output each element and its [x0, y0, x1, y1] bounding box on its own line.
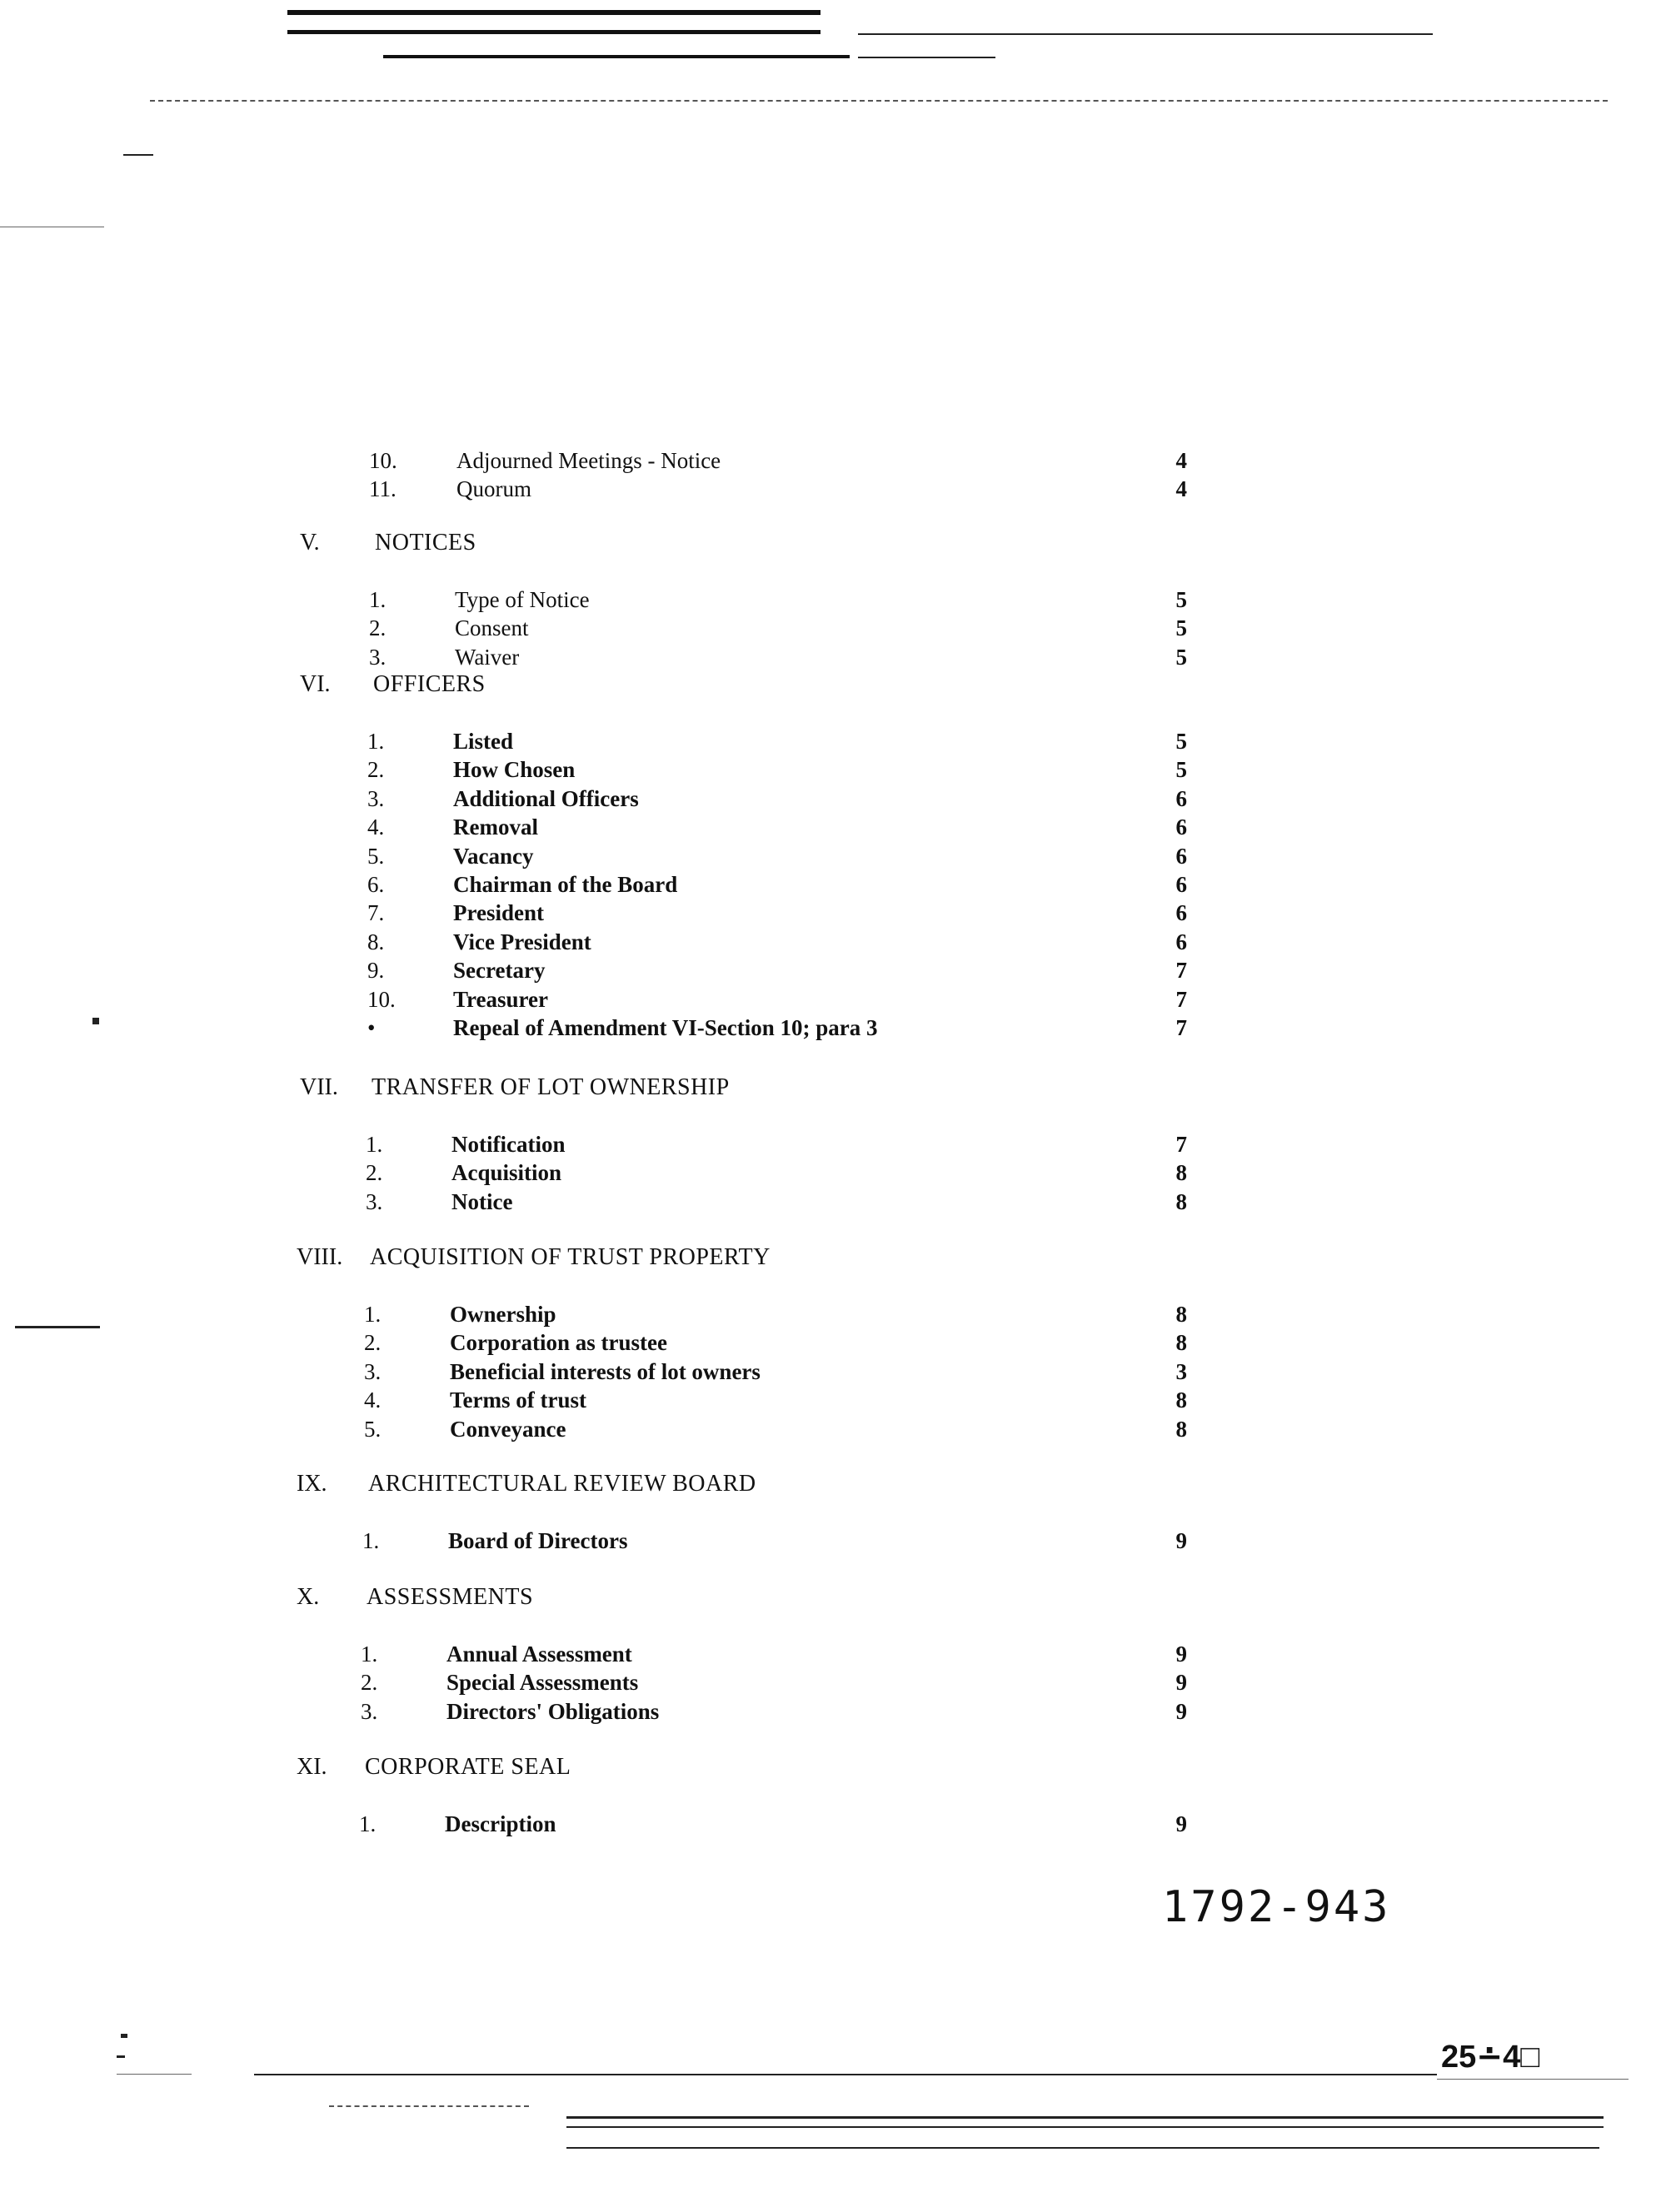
- toc-item-number: 2.: [366, 1160, 383, 1186]
- toc-page-number: 8: [1175, 1160, 1187, 1186]
- toc-page-number: 5: [1175, 757, 1187, 783]
- toc-item-title: Secretary: [453, 958, 546, 984]
- toc-item-number: 3.: [367, 785, 385, 811]
- toc-page-number: 5: [1175, 644, 1187, 670]
- toc-page-number: 8: [1175, 1416, 1187, 1442]
- toc-item-number: 4.: [367, 815, 385, 840]
- toc-item-number: 2.: [364, 1330, 382, 1356]
- toc-item-title: Directors' Obligations: [446, 1698, 660, 1724]
- bates-number: 25∸4□: [1441, 2040, 1540, 2075]
- toc-item-number: 1.: [359, 1811, 377, 1836]
- toc-item-title: Treasurer: [453, 986, 548, 1012]
- toc-page-number: 6: [1175, 900, 1187, 926]
- toc-section-number: VI.: [300, 671, 331, 697]
- toc-page-number: 6: [1175, 815, 1187, 840]
- toc-section-title: OFFICERS: [373, 671, 486, 697]
- toc-item-number: 5.: [367, 843, 385, 869]
- toc-page-number: 9: [1175, 1642, 1187, 1666]
- toc-item-number: 4.: [364, 1387, 382, 1413]
- toc-page-number: 7: [1175, 1015, 1187, 1040]
- toc-item-number: 1.: [366, 1132, 383, 1157]
- toc-item-title: Ownership: [450, 1302, 556, 1327]
- toc-item-number: 10.: [367, 986, 396, 1012]
- toc-section-number: VII.: [300, 1074, 338, 1100]
- toc-section-title: NOTICES: [375, 530, 476, 555]
- toc-item-number: 7.: [367, 900, 385, 926]
- toc-item-title: Acquisition: [451, 1160, 562, 1186]
- toc-item-title: Notification: [451, 1132, 566, 1157]
- toc-item-number: 11.: [369, 476, 397, 502]
- toc-page-number: 5: [1175, 587, 1187, 612]
- toc-page-number: 8: [1175, 1387, 1187, 1413]
- document-stamp-number: 1792-943: [1162, 1882, 1391, 1932]
- toc-section-title: CORPORATE SEAL: [365, 1754, 571, 1780]
- toc-item-number: 5.: [364, 1416, 382, 1442]
- toc-item-number: 3.: [366, 1188, 383, 1214]
- toc-page-number: 5: [1175, 615, 1187, 641]
- toc-section-title: TRANSFER OF LOT OWNERSHIP: [372, 1074, 730, 1100]
- toc-page-number: 9: [1175, 1698, 1187, 1724]
- toc-item-title: Terms of trust: [450, 1387, 586, 1413]
- toc-item-number: 2.: [361, 1670, 378, 1696]
- toc-item-number: 6.: [367, 872, 385, 897]
- toc-page-number: 6: [1175, 929, 1187, 954]
- toc-item-title: Board of Directors: [448, 1528, 628, 1553]
- toc-item-title: Listed: [453, 729, 514, 754]
- toc-item-title: Beneficial interests of lot owners: [450, 1358, 761, 1384]
- toc-item-title: Waiver: [455, 644, 520, 670]
- toc-section-number: VIII.: [297, 1244, 343, 1270]
- toc-item-number: 10.: [369, 448, 397, 473]
- toc-item-number: 1.: [367, 729, 385, 754]
- toc-item-number: 3.: [364, 1358, 382, 1384]
- toc-item-number: 8.: [367, 929, 385, 954]
- toc-item-title: Notice: [451, 1188, 513, 1214]
- toc-item-title: Quorum: [456, 476, 531, 502]
- toc-item-title: Special Assessments: [446, 1670, 639, 1696]
- toc-item-number: •: [367, 1015, 376, 1040]
- toc-section-number: XI.: [297, 1754, 327, 1780]
- toc-section-number: V.: [300, 530, 320, 555]
- toc-item-title: Vacancy: [453, 843, 534, 869]
- toc-item-title: Additional Officers: [453, 785, 639, 811]
- toc-item-number: 1.: [364, 1302, 382, 1327]
- toc-section-number: IX.: [297, 1471, 327, 1497]
- toc-item-title: Consent: [455, 615, 529, 641]
- toc-page-number: 9: [1175, 1670, 1187, 1696]
- toc-item-number: 1.: [361, 1642, 378, 1666]
- toc-item-number: 2.: [367, 757, 385, 783]
- toc-item-title: Description: [445, 1811, 556, 1836]
- toc-page-number: 8: [1175, 1302, 1187, 1327]
- toc-item-title: Corporation as trustee: [450, 1330, 667, 1356]
- toc-item-title: Repeal of Amendment VI-Section 10; para 3: [453, 1015, 878, 1040]
- toc-section-title: ASSESSMENTS: [367, 1584, 534, 1610]
- toc-page-number: 3: [1175, 1358, 1187, 1384]
- toc-section-title: ARCHITECTURAL REVIEW BOARD: [368, 1471, 756, 1497]
- toc-item-number: 1.: [369, 587, 387, 612]
- toc-page-number: 5: [1175, 729, 1187, 754]
- toc-item-title: Adjourned Meetings - Notice: [456, 448, 721, 473]
- toc-page-number: 9: [1175, 1528, 1187, 1553]
- toc-page-number: 7: [1175, 1132, 1187, 1157]
- toc-page-number: 7: [1175, 958, 1187, 984]
- toc-item-title: Annual Assessment: [446, 1642, 632, 1666]
- toc-item-number: 3.: [361, 1698, 378, 1724]
- toc-page-number: 6: [1175, 843, 1187, 869]
- toc-item-title: Removal: [453, 815, 538, 840]
- toc-item-title: Type of Notice: [455, 587, 590, 612]
- toc-page-number: 4: [1175, 448, 1187, 473]
- toc-item-title: Conveyance: [450, 1416, 566, 1442]
- toc-section-number: X.: [297, 1584, 320, 1610]
- toc-item-title: President: [453, 900, 544, 926]
- toc-page-number: 6: [1175, 785, 1187, 811]
- toc-item-number: 9.: [367, 958, 385, 984]
- toc-item-title: Vice President: [453, 929, 591, 954]
- toc-item-number: 2.: [369, 615, 387, 641]
- toc-section-title: ACQUISITION OF TRUST PROPERTY: [370, 1244, 771, 1270]
- toc-item-title: How Chosen: [453, 757, 576, 783]
- toc-page-number: 8: [1175, 1330, 1187, 1356]
- toc-page-number: 9: [1175, 1811, 1187, 1836]
- toc-item-title: Chairman of the Board: [453, 872, 678, 897]
- toc-page-number: 4: [1175, 476, 1187, 502]
- toc-page-number: 7: [1175, 986, 1187, 1012]
- toc-page-number: 6: [1175, 872, 1187, 897]
- toc-item-number: 3.: [369, 644, 387, 670]
- toc-item-number: 1.: [362, 1528, 380, 1553]
- toc-page-number: 8: [1175, 1188, 1187, 1214]
